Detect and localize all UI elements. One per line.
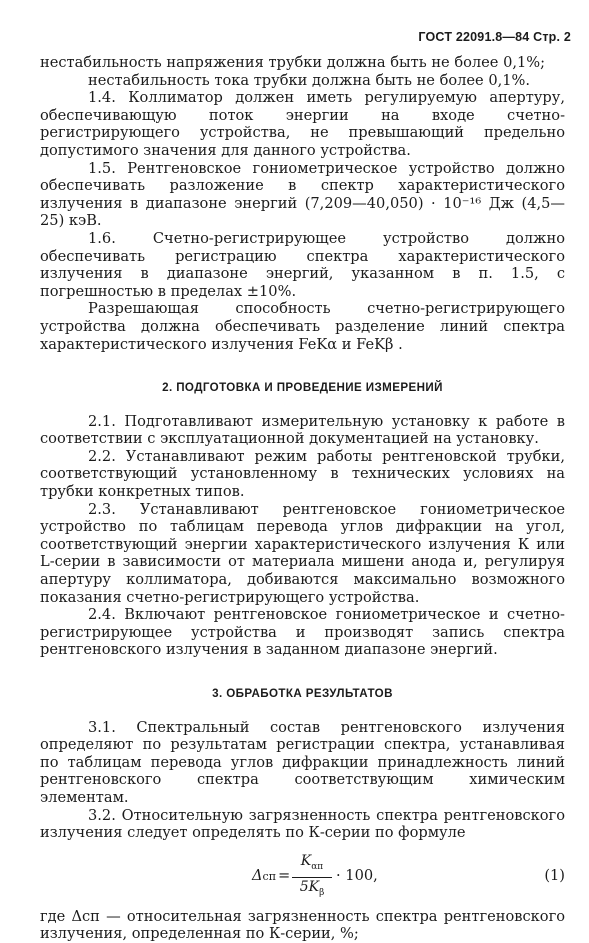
formula-denominator: $5K_\beta$ (299, 878, 325, 898)
section-3-heading: 3. ОБРАБОТКА РЕЗУЛЬТАТОВ (212, 687, 393, 700)
formula-lhs: Δсп (252, 866, 277, 884)
paragraph-1-6: 1.6. Счетно-регистрирующее устройство должно обеспечивать регистрацию спектра характеристического излучения в диапазоне энергий, указанном в п. 1.5, с погрешностью в пределах ±10%. (40, 229, 565, 300)
formula-multiplier: · 100, (336, 866, 378, 884)
paragraph-voltage-instability: нестабильность напряжения трубки должна быть не более 0,1%; (40, 54, 546, 71)
section-2-heading: 2. ПОДГОТОВКА И ПРОВЕДЕНИЕ ИЗМЕРЕНИЙ (162, 381, 443, 395)
formula-numerator: $K_{\alpha п}$ (292, 852, 332, 878)
paragraph-1-4: 1.4. Коллиматор должен иметь регулируемую апертуру, обеспечивающую поток энергии на входе счетно-регистрирующего устройства, не превышающий предельно допустимого значения для данного устройства. (40, 89, 565, 159)
document-body (40, 54, 565, 943)
formula-1 (40, 848, 565, 906)
paragraph-2-2: 2.2. Устанавливают режим работы рентгеновской трубки, соответствующий установленному в технических условиях на трубки конкретных типов. (40, 447, 565, 501)
formula-number: (1) (544, 866, 565, 884)
paragraph-3-1: 3.1. Спектральный состав рентгеновского излучения определяют по результатам регистрации спектра, устанавливая по таблицам перевода углов дифракции принадлежность линий рентгеновского спектра соответствующим химическим элементам. (40, 718, 565, 806)
page-header: ГОСТ 22091.8—84 Стр. 2 (418, 30, 571, 44)
paragraph-where: где Δсп — относительная загрязненность спектра рентгеновского излучения, определенная по К-серии, %; (40, 907, 565, 943)
formula-equals: = (278, 866, 291, 884)
paragraph-1-5: 1.5. Рентгеновское гониометрическое устройство должно обеспечивать разложение в спектр характеристического излучения в диапазоне энергий (7,209—40,050) · 10⁻¹⁶ Дж (4,5—25) кэВ. (40, 159, 565, 230)
paragraph-2-3: 2.3. Устанавливают рентгеновское гониометрическое устройство по таблицам перевода углов дифракции на угол, соответствующий энергии характеристического излучения К или L-серии в зависимости от материала мишени анода и, регулируя апертуру коллиматора, добиваются максимально возможного показания счетно-регистрирующего устройства. (40, 500, 565, 606)
formula-fraction (292, 852, 332, 903)
paragraph-3-2: 3.2. Относительную загрязненность спектра рентгеновского излучения следует определять по К-серии по формуле (40, 806, 565, 842)
paragraph-current-instability: нестабильность тока трубки должна быть не более 0,1%. (88, 71, 531, 89)
paragraph-resolution: Разрешающая способность счетно-регистрирующего устройства должна обеспечивать разделение линий спектра характеристического излучения FeKα и FeKβ . (40, 300, 565, 353)
paragraph-2-1: 2.1. Подготавливают измерительную установку к работе в соответствии с эксплуатационной документацией на установку. (40, 412, 565, 448)
paragraph-2-4: 2.4. Включают рентгеновское гониометрическое и счетно-регистрирующее устройства и производят запись спектра рентгеновского излучения в заданном диапазоне энергий. (40, 606, 565, 659)
